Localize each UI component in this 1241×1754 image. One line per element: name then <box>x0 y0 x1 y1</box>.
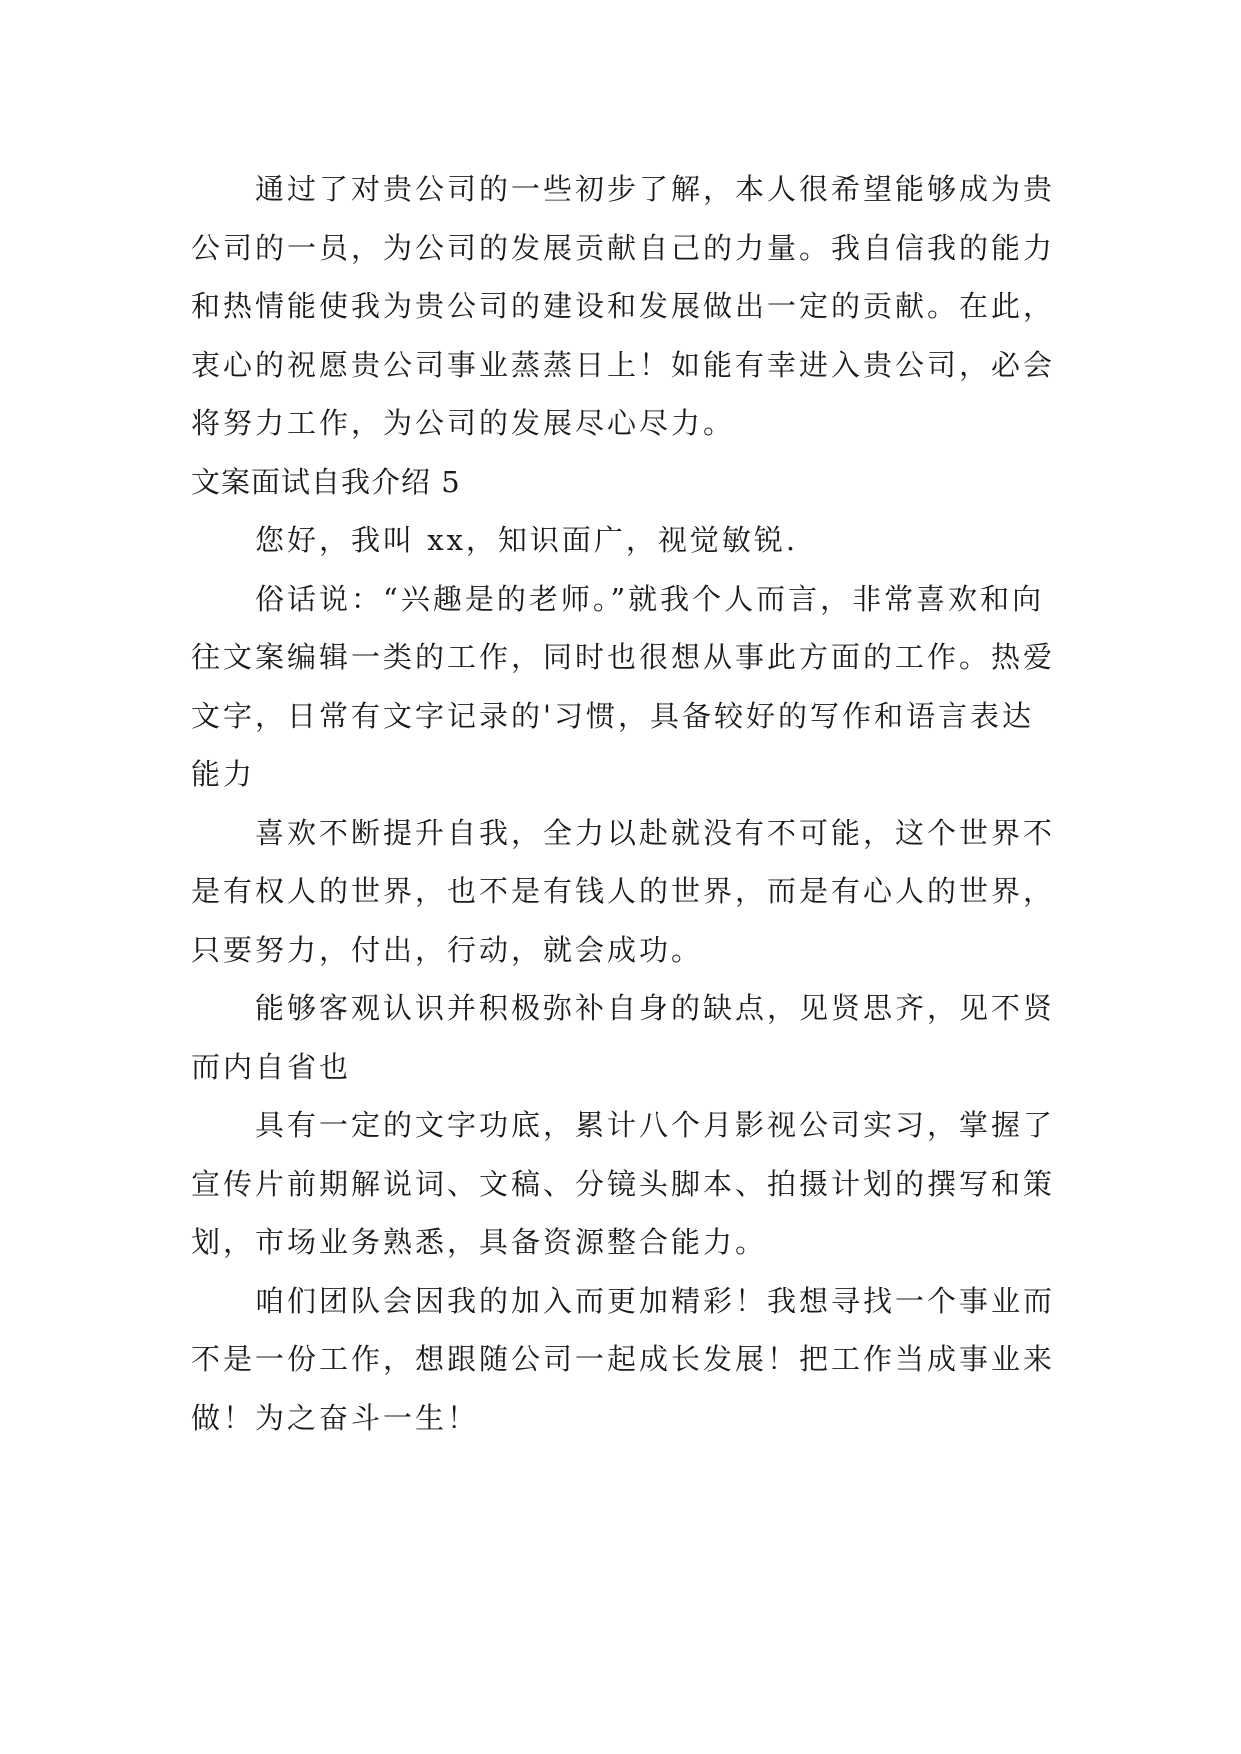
section-heading: 文案面试自我介绍 5 <box>191 464 461 499</box>
paragraph-interest: 俗话说：“兴趣是的老师。”就我个人而言，非常喜欢和向往文案编辑一类的工作，同时也很想从事此方面的工作。热爱文字，日常有文字记录的'习惯，具备较好的写作和语言表达能力 <box>191 581 1056 791</box>
paragraph-experience: 具有一定的文字功底，累计八个月影视公司实习，掌握了宣传片前期解说词、文稿、分镜头脚本、拍摄计划的撰写和策划，市场业务熟悉，具备资源整合能力。 <box>191 1108 1056 1259</box>
document-page <box>191 160 1061 1447</box>
paragraph-closing-statement: 通过了对贵公司的一些初步了解，本人很希望能够成为贵公司的一员，为公司的发展贡献自己的力量。我自信我的能力和热情能使我为贵公司的建设和发展做出一定的贡献。在此，衷心的祝愿贵公司事业蒸蒸日上！如能有幸进入贵公司，必会将努力工作，为公司的发展尽心尽力。 <box>191 172 1056 440</box>
paragraph-self-reflection: 能够客观认识并积极弥补自身的缺点，见贤思齐，见不贤而内自省也 <box>191 991 1056 1084</box>
paragraph-self-improvement: 喜欢不断提升自我，全力以赴就没有不可能，这个世界不是有权人的世界，也不是有钱人的世界，而是有心人的世界，只要努力，付出，行动，就会成功。 <box>191 815 1056 967</box>
paragraph-team-goal: 咱们团队会因我的加入而更加精彩！我想寻找一个事业而不是一份工作，想跟随公司一起成长发展！把工作当成事业来做！为之奋斗一生！ <box>191 1283 1056 1435</box>
paragraph-greeting: 您好，我叫 xx，知识面广，视觉敏锐. <box>255 523 799 557</box>
